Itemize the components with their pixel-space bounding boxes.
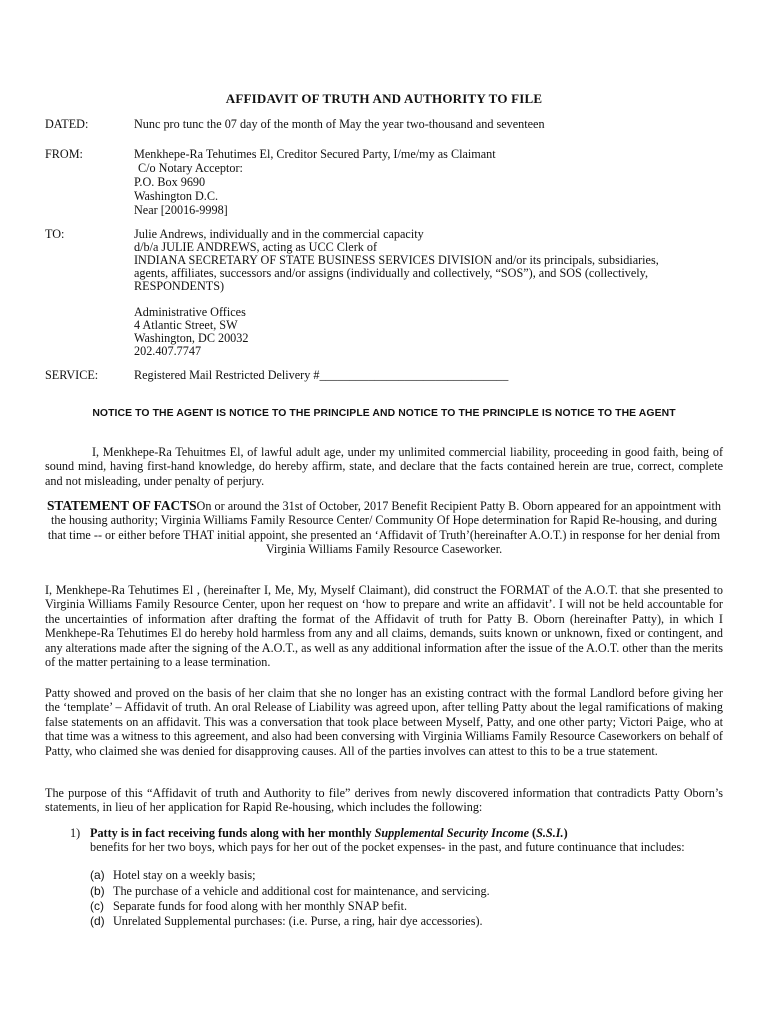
to-line: INDIANA SECRETARY OF STATE BUSINESS SERVICES DIVISION and/or its principals, subsidiaries, <box>134 253 659 267</box>
to-line: Julie Andrews, individually and in the commercial capacity <box>134 227 424 241</box>
sub-item-text: Unrelated Supplemental purchases: (i.e. Purse, a ring, hair dye accessories). <box>113 914 483 928</box>
to-label: TO: <box>45 227 65 241</box>
dated-label: DATED: <box>45 117 89 131</box>
from-line: Near [20016-9998] <box>134 203 228 217</box>
list-item-continuation: benefits for her two boys, which pays for her out of the pocket expenses- in the past, and future continuance that includes: <box>90 840 685 855</box>
dated-value: Nunc pro tunc the 07 day of the month of May the year two-thousand and seventeen <box>134 117 545 131</box>
to-line: agents, affiliates, successors and/or assigns (individually and collectively, “SOS”), and SOS (collectively, <box>134 266 649 280</box>
statement-of-facts-heading: STATEMENT OF FACTS <box>46 498 197 513</box>
list-item-paren: ) <box>563 826 568 840</box>
claimant-paragraph: I, Menkhepe-Ra Tehutimes El , (hereinafter I, Me, My, Myself Claimant), did construct the FORMAT of the A.O.T. that she presented to Virginia Williams Family Resource Center, upon her request on ‘how to prepare and write an affidavit’. I will not be held accountable for the uncertainties of information after drafting the format of the Affidavit of truth for Patty B. Oborn (hereinafter Patty), in which I Menkhepe-Ra Tehutimes El do hereby hold harmless from any and all claims, demands, suits known or unknown, fixed or contingent, and any alterations made after the signing of the A.O.T., as well as any additional information after the issue of the A.O.T. other than the merits of the matter pertaining to a lease termination. <box>45 583 723 670</box>
office-line: 202.407.7747 <box>134 344 202 358</box>
document-title: AFFIDAVIT OF TRUTH AND AUTHORITY TO FILE <box>225 91 543 106</box>
sub-item-text: Hotel stay on a weekly basis; <box>113 868 256 882</box>
sub-item-text: Separate funds for food along with her monthly SNAP befit. <box>113 899 408 913</box>
service-label: SERVICE: <box>45 368 99 382</box>
sub-item-label: (a) <box>90 868 105 882</box>
office-line: Washington, DC 20032 <box>134 331 249 345</box>
to-line: RESPONDENTS) <box>134 279 225 293</box>
to-line: d/b/a JULIE ANDREWS, acting as UCC Clerk of <box>134 240 378 254</box>
office-line: 4 Atlantic Street, SW <box>134 318 238 332</box>
oath-paragraph: I, Menkhepe-Ra Tehuitmes El, of lawful adult age, under my unlimited commercial liability, proceeding in good faith, being of sound mind, having first-hand knowledge, do hereby affirm, state, and declare that the facts contained herein are true, correct, complete and not misleading, under penalty of perjury. <box>45 445 723 488</box>
sub-item-label: (b) <box>90 884 105 898</box>
statement-of-facts-text: On or around the 31st of October, 2017 Benefit Recipient Patty B. Oborn appeared for an appointment with the housing authority; Virginia Williams Family Resource Center/ Community Of Hope determination for Rapid Re-housing, and during that time -- or either before THAT initial appoint, she presented an ‘Affidavit of Truth’(hereinafter A.O.T.) in response for her denial from Virginia Williams Family Resource Caseworker. <box>47 499 722 557</box>
release-paragraph: Patty showed and proved on the basis of her claim that she no longer has an existing contract with the formal Landlord before giving her the ‘template’ – Affidavit of truth. An oral Release of Liability was agreed upon, after telling Patty about the legal ramifications of making false statements on an affidavit. This was a conversation that took place between Myself, Patty, and one other party; Victori Paige, who at that time was a witness to this agreement, and also had been conversing with Virginia Williams Family Resource Caseworkers on behalf of Patty, who claimed she was denied for disapproving causes. All of the parties involves can attest to this to be a true statement. <box>45 686 723 758</box>
statement-of-facts <box>45 499 723 557</box>
service-value: Registered Mail Restricted Delivery #_______________________________ <box>134 368 509 382</box>
list-item-lead: Patty is in fact receiving funds along with her monthly <box>90 826 375 840</box>
list-item <box>90 826 723 855</box>
from-line: P.O. Box 9690 <box>134 175 206 189</box>
list-item-emphasis: Supplemental Security Income <box>374 826 529 840</box>
sub-item-label: (c) <box>90 899 104 913</box>
sub-item-label: (d) <box>90 914 105 928</box>
from-line: Menkhepe-Ra Tehutimes El, Creditor Secured Party, I/me/my as Claimant <box>134 147 496 161</box>
list-number: 1) <box>70 826 81 840</box>
notice-banner: NOTICE TO THE AGENT IS NOTICE TO THE PRINCIPLE AND NOTICE TO THE PRINCIPLE IS NOTICE TO THE AGENT <box>92 408 676 419</box>
list-item-abbrev: S.S.I. <box>536 826 564 840</box>
from-label: FROM: <box>45 147 83 161</box>
from-line: C/o Notary Acceptor: <box>138 161 243 175</box>
sub-item-text: The purchase of a vehicle and additional cost for maintenance, and servicing. <box>113 884 490 898</box>
from-line: Washington D.C. <box>134 189 218 203</box>
list-item-paren: ( <box>529 826 537 840</box>
purpose-paragraph: The purpose of this “Affidavit of truth and Authority to file” derives from newly discovered information that contradicts Patty Oborn’s statements, in lieu of her application for Rapid Re-housing, which includes the following: <box>45 786 723 815</box>
office-line: Administrative Offices <box>134 305 246 319</box>
